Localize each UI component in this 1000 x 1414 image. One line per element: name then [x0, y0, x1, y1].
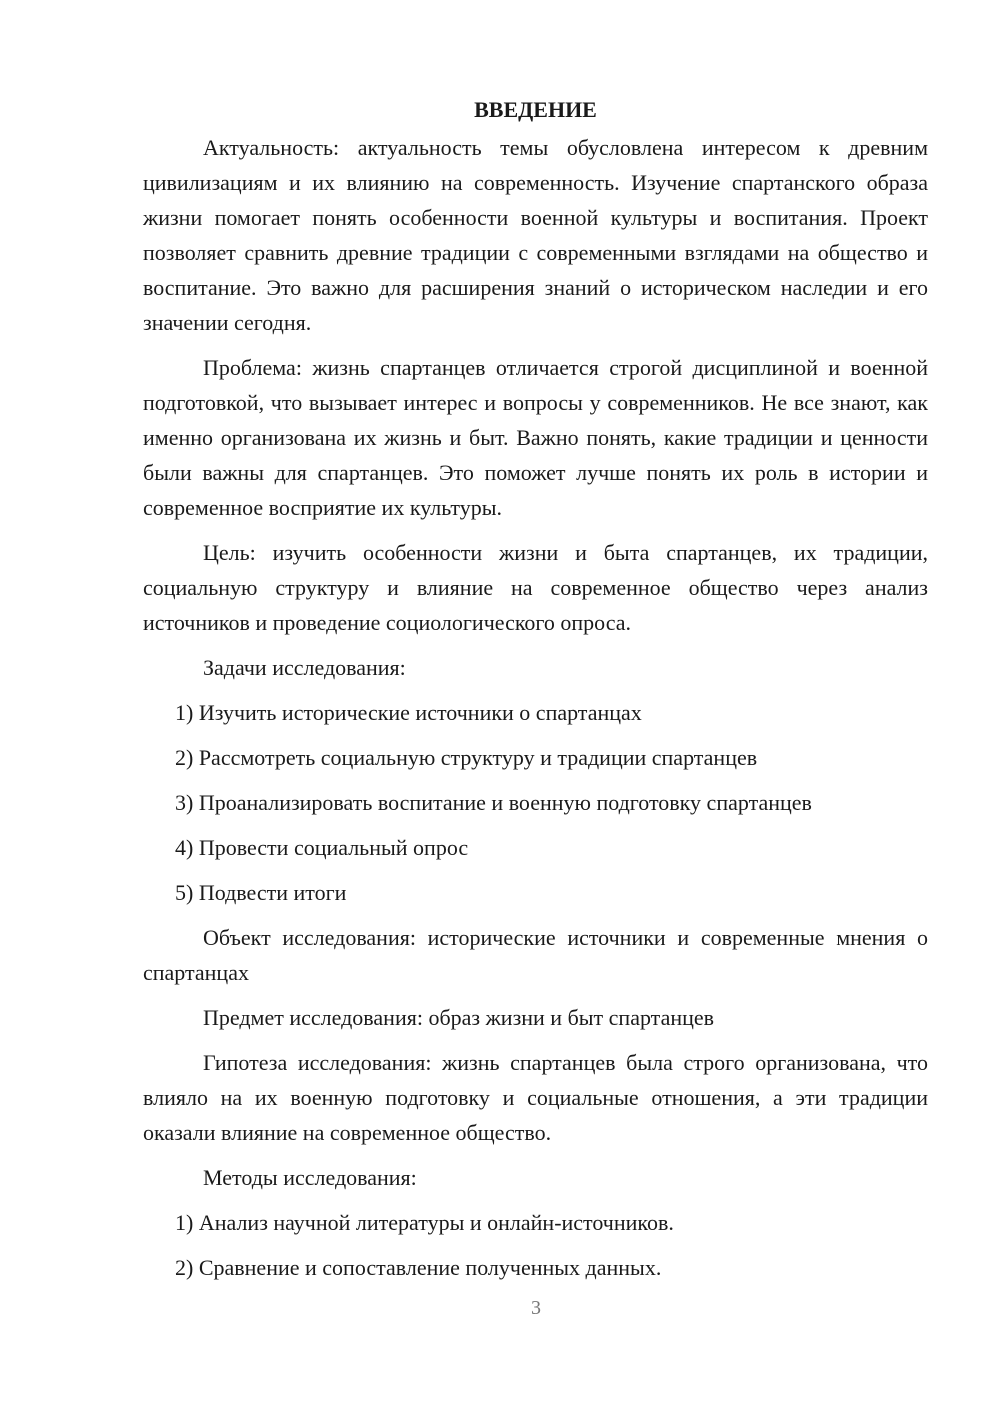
paragraph-problem: Проблема: жизнь спартанцев отличается строгой дисциплиной и военной подготовкой, что вызывает интерес и вопросы у современников. Не все знают, как именно организована их жизнь и быт. Важно понять, какие традиции и ценности были важны для спартанцев. Это поможет лучше понять их роль в истории и современное восприятие их культуры. [143, 355, 928, 520]
paragraph-goal: Цель: изучить особенности жизни и быта спартанцев, их традиции, социальную структуру и влияние на современное общество через анализ источников и проведение социологического опроса. [143, 540, 928, 635]
paragraph-hypothesis: Гипотеза исследования: жизнь спартанцев была строго организована, что влияло на их военную подготовку и социальные отношения, а эти традиции оказали влияние на современное общество. [143, 1050, 928, 1145]
task-item: 1) Изучить исторические источники о спартанцах [175, 700, 642, 725]
paragraph-object: Объект исследования: исторические источники и современные мнения о спартанцах [143, 925, 928, 985]
methods-heading: Методы исследования: [203, 1165, 417, 1190]
task-item: 3) Проанализировать воспитание и военную подготовку спартанцев [175, 790, 812, 815]
task-item: 4) Провести социальный опрос [175, 835, 469, 860]
task-item: 5) Подвести итоги [175, 880, 347, 905]
tasks-heading: Задачи исследования: [203, 655, 406, 680]
task-item: 2) Рассмотреть социальную структуру и традиции спартанцев [175, 745, 758, 770]
document-page [143, 92, 928, 1295]
method-item: 2) Сравнение и сопоставление полученных данных. [175, 1255, 662, 1280]
method-item: 1) Анализ научной литературы и онлайн-источников. [175, 1210, 674, 1235]
page-number: 3 [531, 1297, 541, 1319]
paragraph-subject: Предмет исследования: образ жизни и быт спартанцев [203, 1005, 715, 1030]
section-title: ВВЕДЕНИЕ [474, 97, 597, 122]
paragraph-relevance: Актуальность: актуальность темы обусловлена интересом к древним цивилизациям и их влиянию на современность. Изучение спартанского образа жизни помогает понять особенности военной культуры и воспитания. Проект позволяет сравнить древние традиции с современными взглядами на общество и воспитание. Это важно для расширения знаний о историческом наследии и его значении сегодня. [143, 135, 928, 335]
